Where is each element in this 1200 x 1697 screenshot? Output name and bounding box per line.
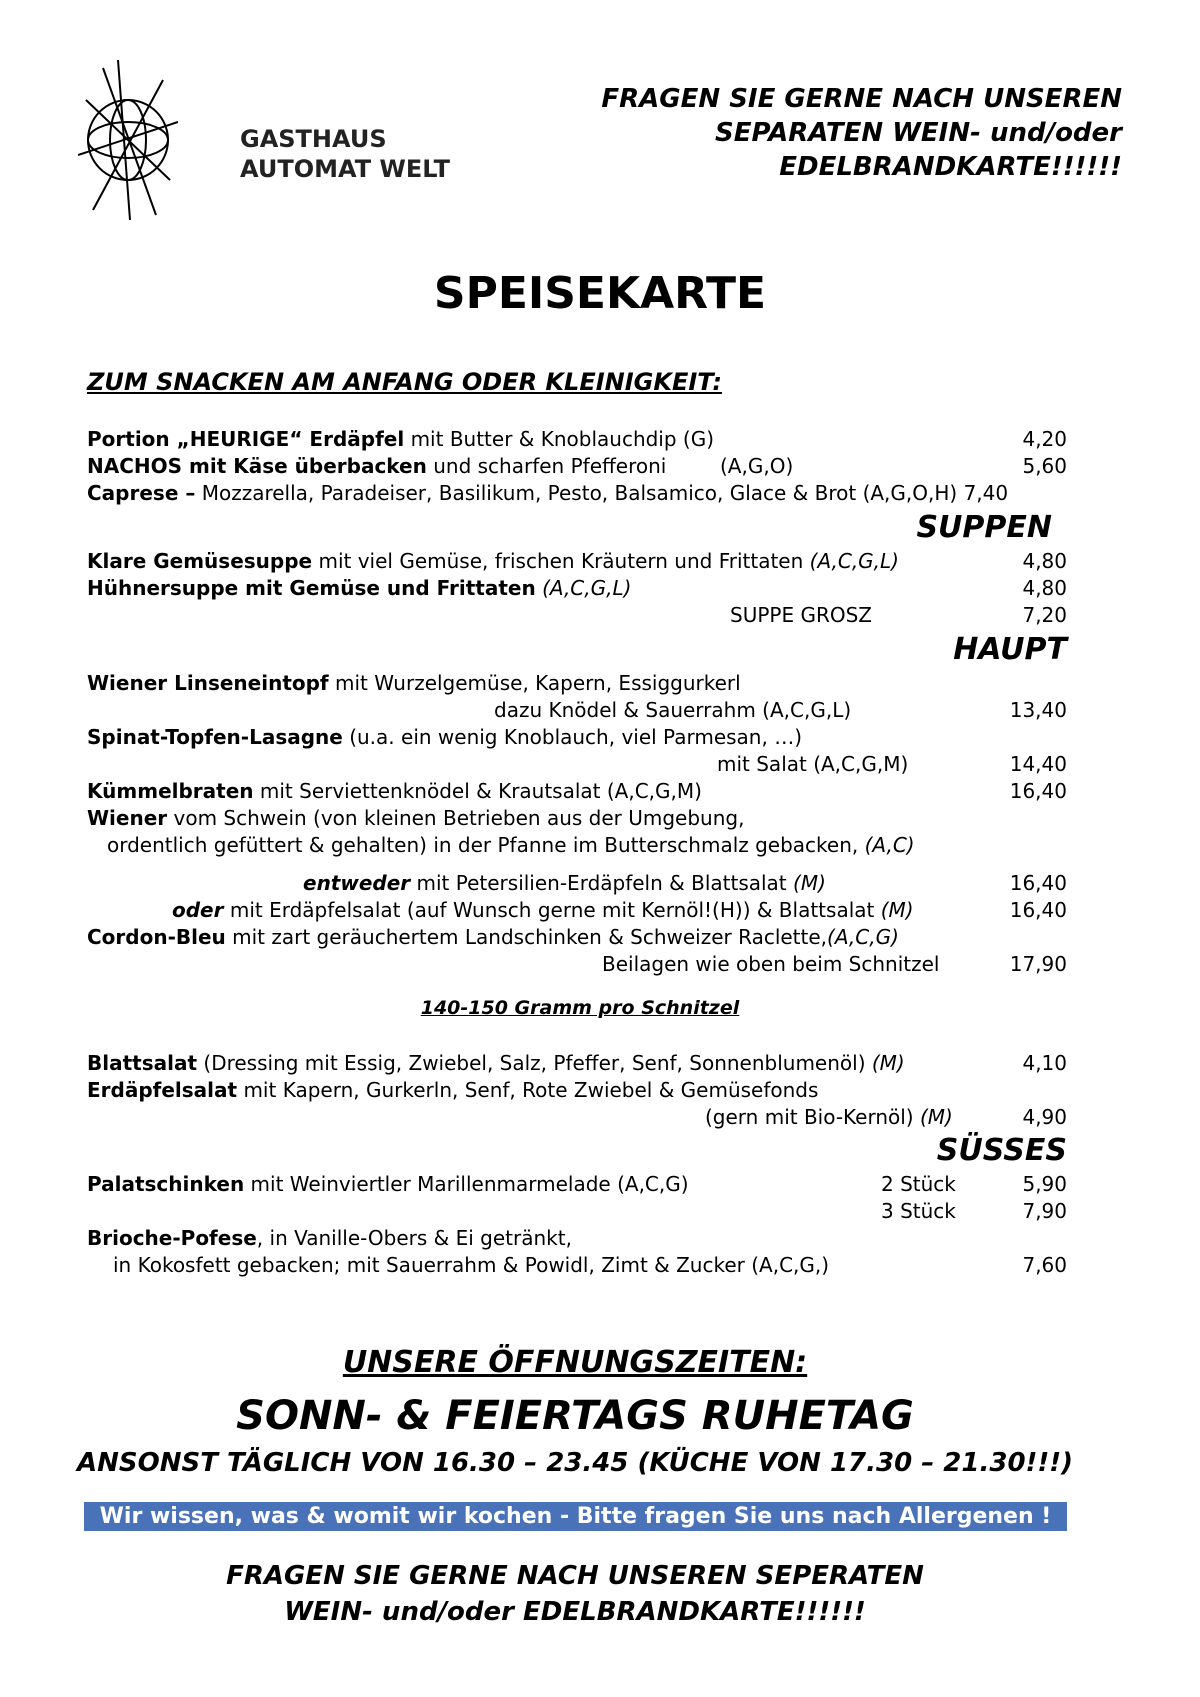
soup-large-label: SUPPE GROSZ: [730, 603, 872, 627]
item-price: 16,40: [1009, 779, 1067, 803]
item-price: 4,80: [1022, 576, 1067, 600]
item-desc: vom Schwein (von kleinen Betrieben aus der Umgebung,: [167, 806, 745, 830]
menu-item-detail: [87, 832, 1067, 859]
item-desc: ordentlich gefüttert & gehalten) in der Pfanne im Butterschmalz gebacken,: [107, 833, 865, 857]
menu-item: [87, 480, 1067, 507]
item-allergens: (A,C,G,L): [809, 549, 899, 573]
item-desc: mit zart geräuchertem Landschinken & Schweizer Raclette,: [225, 925, 828, 949]
header-note-line-1: FRAGEN SIE GERNE NACH UNSEREN: [601, 84, 1122, 114]
item-allergens: (A,C,G): [827, 925, 899, 949]
item-price: 4,90: [1022, 1105, 1067, 1129]
soups-heading: SUPPEN: [916, 510, 1052, 545]
menu-item-option: [87, 870, 1067, 897]
item-name: Brioche-Pofese: [87, 1226, 257, 1250]
item-side: dazu Knödel & Sauerrahm (A,C,G,L): [494, 698, 852, 722]
item-desc: , in Vanille-Obers & Ei getränkt,: [256, 1226, 572, 1250]
header-note-line-2: SEPARATEN WEIN- und/oder: [714, 118, 1122, 148]
menu-item-detail: [87, 1104, 1067, 1131]
menu-item: [87, 924, 1067, 951]
item-name: Klare Gemüsesuppe: [87, 549, 313, 573]
menu-item: [87, 1050, 1067, 1077]
item-price: 7,90: [1022, 1199, 1067, 1223]
menu-item: [87, 453, 1067, 480]
item-allergens: (A,G,O): [720, 454, 794, 478]
item-desc: mit Kapern, Gurkerln, Senf, Rote Zwiebel & Gemüsefonds: [237, 1078, 819, 1102]
item-name: Portion „HEURIGE“ Erdäpfel: [87, 427, 405, 451]
menu-item: [87, 1225, 1067, 1252]
menu-item-option: [87, 897, 1067, 924]
item-desc: Mozzarella, Paradeiser, Basilikum, Pesto, Balsamico, Glace & Brot (A,G,O,H) 7,40: [195, 481, 1009, 505]
header-note: [601, 82, 1122, 184]
option-keyword: oder: [172, 898, 224, 922]
hours-heading: UNSERE ÖFFNUNGSZEITEN:: [342, 1345, 808, 1380]
item-price: 7,60: [1022, 1253, 1067, 1277]
menu-item-detail: [87, 697, 1067, 724]
item-quantity: 3 Stück: [881, 1199, 956, 1223]
menu-item: [87, 670, 1067, 697]
footer-note: [0, 1558, 1150, 1630]
item-name: Blattsalat: [87, 1051, 198, 1075]
menu-item: [87, 426, 1067, 453]
item-desc: mit Butter & Knoblauchdip (G): [404, 427, 715, 451]
item-price: 4,10: [1022, 1051, 1067, 1075]
item-name: Caprese –: [87, 481, 196, 505]
item-price: 4,80: [1022, 549, 1067, 573]
item-desc: (u.a. ein wenig Knoblauch, viel Parmesan, …): [342, 725, 803, 749]
mains-heading: HAUPT: [953, 632, 1067, 667]
item-allergens: (M): [793, 871, 826, 895]
hours-closed: SONN- & FEIERTAGS RUHETAG: [236, 1393, 914, 1439]
footer-line-2: WEIN- und/oder EDELBRANDKARTE!!!!!!: [284, 1597, 866, 1627]
menu-item: [87, 724, 1067, 751]
item-price: 16,40: [1009, 898, 1067, 922]
menu-item-detail: [87, 1252, 1067, 1279]
item-allergens: (M): [871, 1051, 905, 1075]
item-price: 14,40: [1009, 752, 1067, 776]
item-desc: mit Wurzelgemüse, Kapern, Essiggurkerl: [328, 671, 741, 695]
item-allergens: (M): [919, 1105, 953, 1129]
menu-item-detail: [87, 751, 1067, 778]
page-title: SPEISEKARTE: [433, 268, 767, 319]
footer-line-1: FRAGEN SIE GERNE NACH UNSEREN SEPERATEN: [226, 1561, 924, 1591]
item-price: 5,60: [1022, 454, 1067, 478]
menu-item: [87, 602, 1067, 629]
item-price: 7,20: [1022, 603, 1067, 627]
item-desc: mit viel Gemüse, frischen Kräutern und Frittaten: [312, 549, 810, 573]
item-side: Beilagen wie oben beim Schnitzel: [602, 952, 940, 976]
item-price: 4,20: [1022, 427, 1067, 451]
item-name: Kümmelbraten: [87, 779, 254, 803]
sweets-heading: SÜSSES: [936, 1133, 1067, 1168]
option-text: mit Petersilien-Erdäpfeln & Blattsalat: [410, 871, 794, 895]
item-quantity: 2 Stück: [881, 1172, 956, 1196]
menu-item: [87, 805, 1067, 832]
menu-item: [87, 548, 1067, 575]
item-price: 16,40: [1009, 871, 1067, 895]
item-side: (gern mit Bio-Kernöl): [705, 1105, 920, 1129]
hours-open: ANSONST TÄGLICH VON 16.30 – 23.45 (KÜCHE VON 17.30 – 21.30!!!): [77, 1448, 1073, 1478]
option-text: mit Erdäpfelsalat (auf Wunsch gerne mit Kernöl!(H)) & Blattsalat: [223, 898, 881, 922]
item-desc: in Kokosfett gebacken; mit Sauerrahm & Powidl, Zimt & Zucker (A,C,G,): [113, 1253, 830, 1277]
globe-star-logo-icon: [78, 60, 178, 220]
logo: [78, 60, 178, 224]
item-name: Hühnersuppe mit Gemüse und Frittaten: [87, 576, 536, 600]
item-side: mit Salat (A,C,G,M): [717, 752, 909, 776]
schnitzel-weight-note: 140-150 Gramm pro Schnitzel: [420, 997, 740, 1019]
menu-item: [87, 575, 1067, 602]
logo-line-2: AUTOMAT WELT: [240, 155, 450, 183]
item-name: Palatschinken: [87, 1172, 245, 1196]
item-price: 5,90: [1022, 1172, 1067, 1196]
logo-text: [240, 124, 450, 184]
option-keyword: entweder: [303, 871, 411, 895]
menu-item-detail: [87, 1198, 1067, 1225]
item-desc: und scharfen Pfefferoni: [426, 454, 667, 478]
item-name: Wiener: [87, 806, 168, 830]
item-name: Wiener Linseneintopf: [87, 671, 329, 695]
item-name: Cordon-Bleu: [87, 925, 226, 949]
item-desc: (Dressing mit Essig, Zwiebel, Salz, Pfeffer, Senf, Sonnenblumenöl): [197, 1051, 872, 1075]
menu-item: [87, 1077, 1067, 1104]
menu-item: [87, 1171, 1067, 1198]
header-note-line-3: EDELBRANDKARTE!!!!!!: [779, 152, 1122, 182]
item-name: Erdäpfelsalat: [87, 1078, 238, 1102]
item-price: 17,90: [1009, 952, 1067, 976]
item-desc: mit Weinviertler Marillenmarmelade (A,C,G): [244, 1172, 689, 1196]
item-name: NACHOS mit Käse überbacken: [87, 454, 427, 478]
item-allergens: (A,C): [864, 833, 915, 857]
menu-item-detail: [87, 951, 1067, 978]
snacks-heading: ZUM SNACKEN AM ANFANG ODER KLEINIGKEIT:: [87, 368, 722, 396]
item-price: 13,40: [1009, 698, 1067, 722]
item-name: Spinat-Topfen-Lasagne: [87, 725, 343, 749]
item-allergens: (A,C,G,L): [535, 576, 632, 600]
item-desc: mit Serviettenknödel & Krautsalat (A,C,G,M): [253, 779, 702, 803]
logo-line-1: GASTHAUS: [240, 125, 387, 153]
item-allergens: (M): [880, 898, 914, 922]
menu-item: [87, 778, 1067, 805]
allergen-banner: Wir wissen, was & womit wir kochen - Bitte fragen Sie uns nach Allergenen !: [84, 1502, 1067, 1531]
